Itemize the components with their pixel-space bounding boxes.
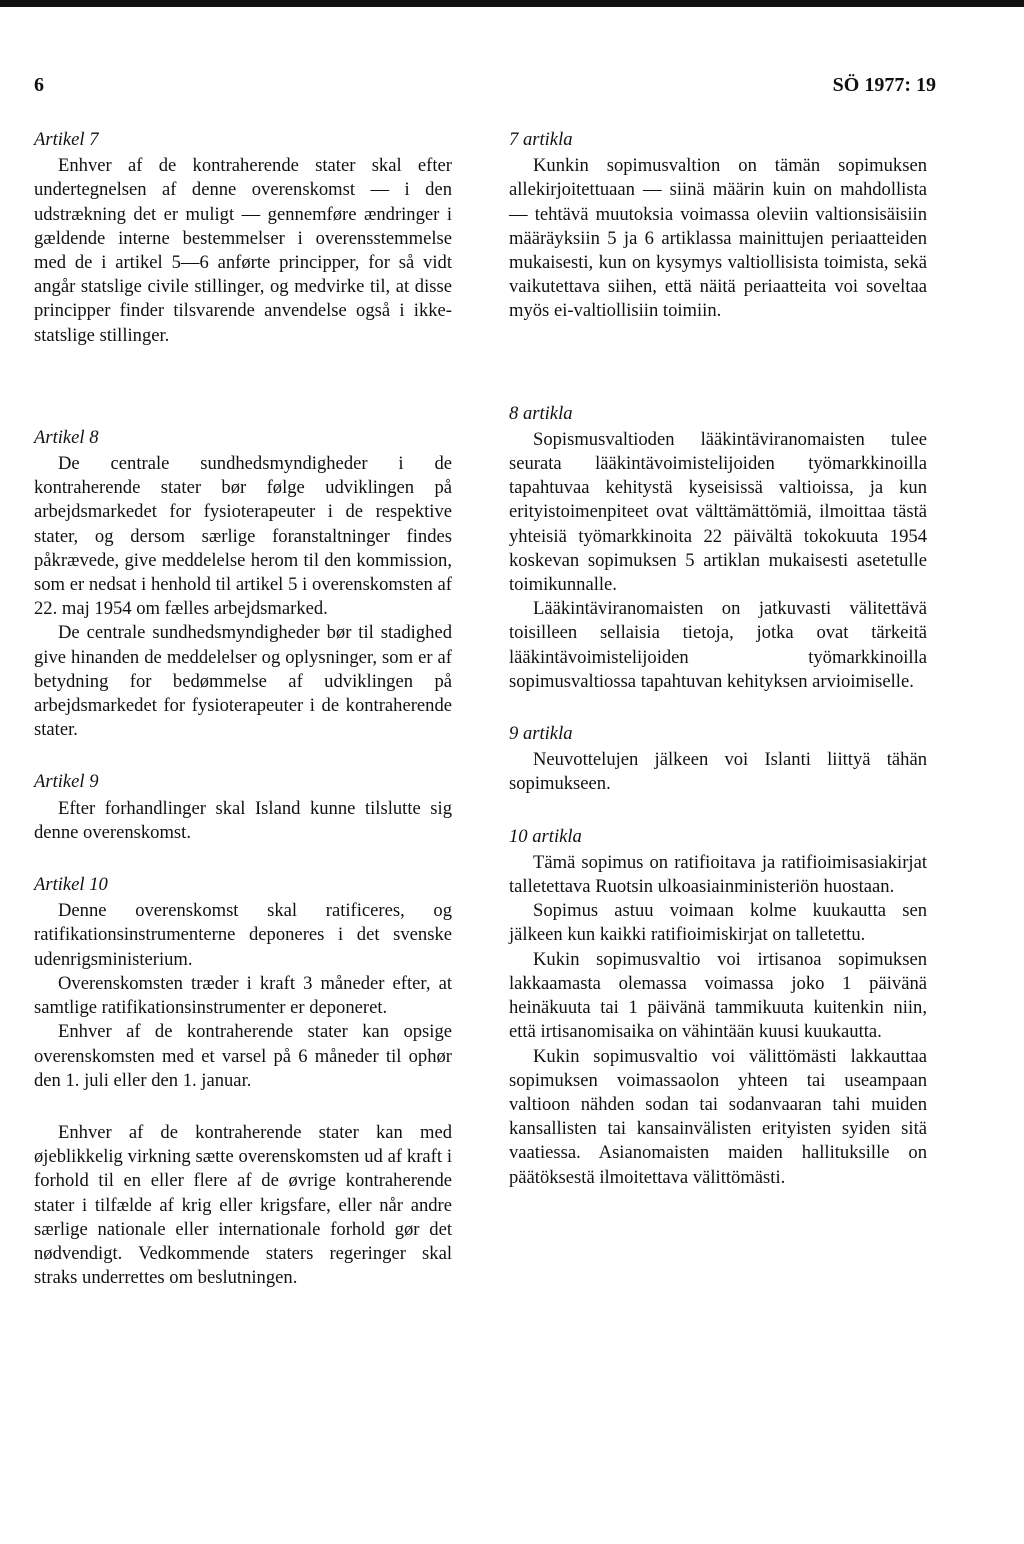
article-paragraph: Overenskomsten træder i kraft 3 måneder efter, at samtlige ratifikationsinstrumenter er deponeret.: [34, 972, 452, 1019]
article-paragraph: Efter forhandlinger skal Island kunne tilslutte sig denne overenskomst.: [34, 797, 452, 843]
danish-article-8: [34, 426, 452, 743]
article-heading: 9 artikla: [509, 723, 573, 745]
article-paragraph: Enhver af de kontraherende stater skal efter undertegnelsen af denne overenskomst — i den udstrækning det er muligt — gennemføre ændringer i gældende interne bestemmelser i overensstemmelse med de i artikel 5—6 anførte principper, for så vidt angår statslige civile stillinger, og medvirke til, at disse principper finder tilsvarende anvendelse også i ikke-statslige stillinger.: [34, 155, 452, 346]
finnish-column: [509, 128, 927, 1218]
article-heading: Artikel 7: [34, 129, 99, 150]
article-paragraph: Enhver af de kontraherende stater kan opsige overenskomsten med et varsel på 6 måneder til ophør den 1. juli eller den 1. januar.: [34, 1021, 452, 1091]
article-paragraph: Denne overenskomst skal ratificeres, og ratifikationsinstrumenterne deponeres i det svenske udenrigsministerium.: [34, 900, 452, 970]
article-paragraph: Neuvottelujen jälkeen voi Islanti liittyä tähän sopimukseen.: [509, 749, 927, 795]
article-paragraph: Tämä sopimus on ratifioitava ja ratifioimisasiakirjat talletettava Ruotsin ulkoasiainministeriön huostaan.: [509, 851, 927, 898]
scan-top-border: [0, 0, 1024, 7]
article-paragraph: Sopimus astuu voimaan kolme kuukautta sen jälkeen kun kaikki ratifioimiskirjat on talletettu.: [509, 900, 927, 946]
page-number: 6: [34, 74, 44, 96]
article-paragraph: Sopismusvaltioden lääkintäviranomaisten tulee seurata lääkintävoimistelijoiden työmarkkinoilla tapahtuvaa kehitystä kyseisissä valtioissa, ja kun erityistoimenpiteet ovat välttämättömiä, ilmoittaa tästä yhteisiä työmarkkinoita 22 päivältä tokokuuta 1954 koskevan sopimuksen 5 artiklan mukaisesti asetetulle toimikunnalle.: [509, 428, 927, 596]
finnish-article-7: [509, 128, 927, 324]
article-heading: Artikel 10: [34, 874, 108, 896]
finnish-article-9: [509, 722, 927, 797]
article-heading: 7 artikla: [509, 129, 573, 150]
danish-column: [34, 128, 452, 1318]
danish-article-10: [34, 873, 452, 1290]
article-paragraph: Enhver af de kontraherende stater kan med øjeblikkelig virkning sætte overenskomsten ud af kraft i forhold til en eller flere af de øvrige kontraherende stater i tilfælde af krig eller krigsfare, eller når andre særlige nationale eller internationale forhold gør det nødvendigt. Vedkommende staters regeringer skal straks underrettes om beslutningen.: [34, 1121, 452, 1289]
finnish-article-10: [509, 825, 927, 1190]
article-heading: Artikel 8: [34, 426, 99, 448]
article-paragraph: Kunkin sopimusvaltion on tämän sopimuksen allekirjoitettuaan — siinä määrin kuin on mahdollista — tehtävä muutoksia voimassa oleviin valtionsisäisiin määräyksiin 5 ja 6 artiklassa mainittujen periaatteiden mukaisesti, kun on kysymys valtiollisista toimista, sekä vaikutettava siihen, että näitä periaatteita voi soveltaa myös ei-valtiollisiin toimiin.: [509, 155, 927, 322]
article-heading: Artikel 9: [34, 771, 99, 793]
article-heading: 8 artikla: [509, 402, 573, 424]
document-reference: SÖ 1977: 19: [832, 74, 936, 96]
article-heading: 10 artikla: [509, 825, 582, 847]
article-paragraph: Kukin sopimusvaltio voi välittömästi lakkauttaa sopimuksen voimassaolon yhteen tai useampaan valtioon nähden sodan tai sodanvaaran tahi muiden kansallisten tai kansainvälisten erityisten syiden sitä vaatiessa. Asianomaisten maiden hallituksille on päätöksestä ilmoitettava välittömästi.: [509, 1045, 927, 1188]
article-paragraph: De centrale sundhedsmyndigheder bør til stadighed give hinanden de meddelelser og oplysninger, som er af betydning for bedømmelse af udviklingen på arbejdsmarkedet for fysioterapeuter i de kontraherende stater.: [34, 622, 452, 741]
finnish-article-8: [509, 402, 927, 694]
article-paragraph: Kukin sopimusvaltio voi irtisanoa sopimuksen lakkaamasta olemassa voimassa joko 1 päivänä heinäkuuta tai 1 päivänä tammikuuta kuitenkin niin, että irtisanomisaika on vähintään kuusi kuukautta.: [509, 948, 927, 1043]
danish-article-9: [34, 770, 452, 845]
article-paragraph: Lääkintäviranomaisten on jatkuvasti välitettävä toisilleen sellaisia tietoja, jotka ovat tärkeitä lääkintävoimistelijoiden työmarkkinoilla sopimusvaltiossa tapahtuvan kehityksen arvioimiselle.: [509, 598, 927, 692]
danish-article-7: [34, 128, 452, 348]
article-paragraph: De centrale sundhedsmyndigheder i de kontraherende stater bør følge udviklingen på arbejdsmarkedet for fysioterapeuter i de respektive stater, og dersom særlige foranstaltninger findes påkrævede, give meddelelse herom til den kommission, som er nedsat i henhold til artikel 5 i overenskomsten af 22. maj 1954 om fælles arbejdsmarked.: [34, 453, 452, 620]
